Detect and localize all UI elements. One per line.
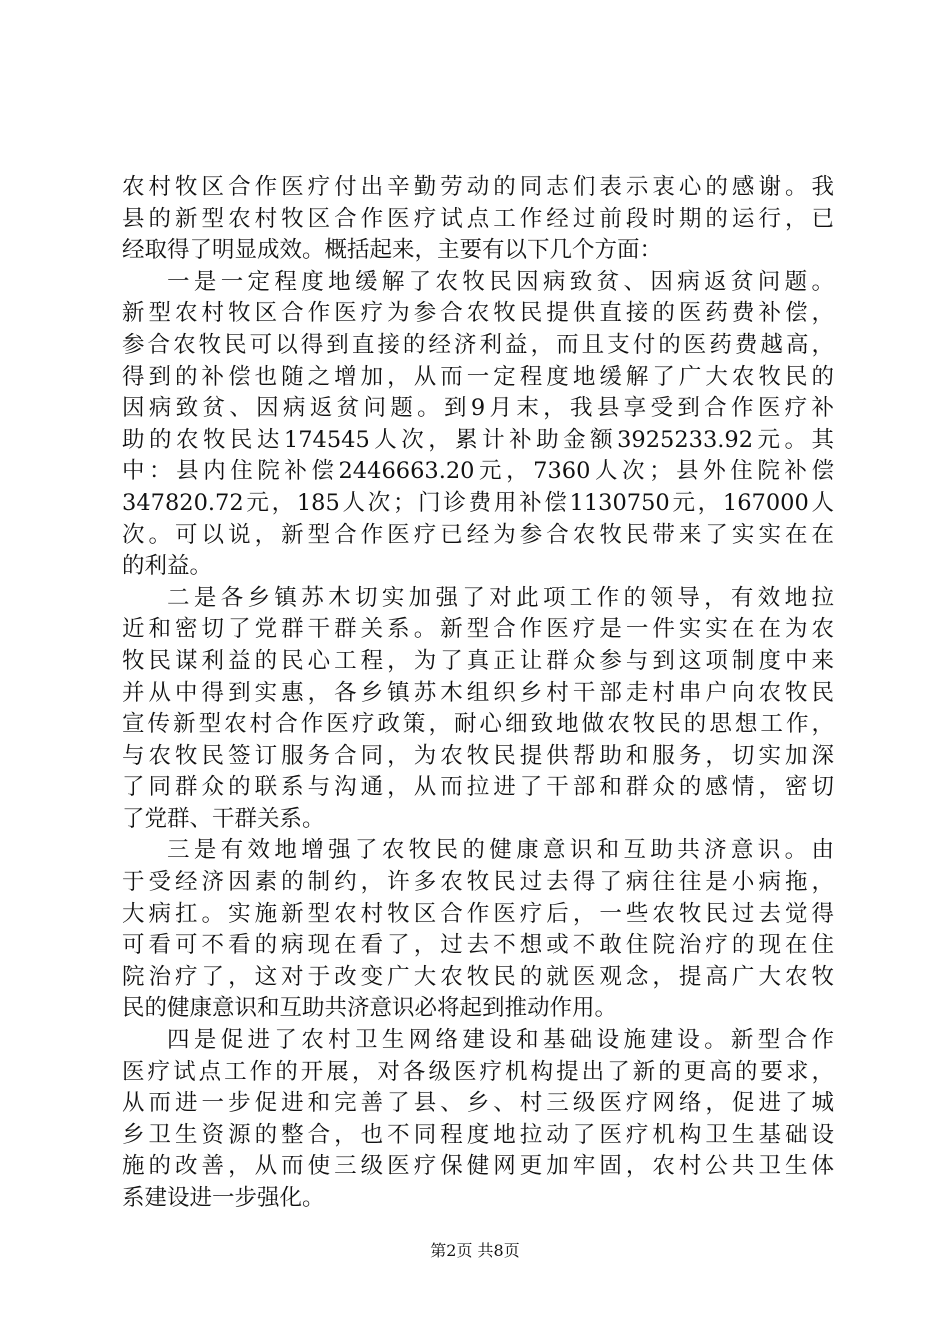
text-line: 施的改善，从而使三级医疗保健网更加牢固，农村公共卫生体: [122, 1153, 834, 1180]
text-line: 乡卫生资源的整合，也不同程度地拉动了医疗机构卫生基础设: [122, 1121, 834, 1148]
text-line: 次。可以说，新型合作医疗已经为参合农牧民带来了实实在在: [122, 521, 834, 548]
text-line: 347820.72元，185人次；门诊费用补偿1130750元，167000人: [122, 489, 834, 516]
text-line: 民的健康意识和互助共济意识必将起到推动作用。: [122, 995, 618, 1022]
text-line: 因病致贫、因病返贫问题。到9月末，我县享受到合作医疗补: [122, 395, 834, 422]
text-line: 农村牧区合作医疗付出辛勤劳动的同志们表示衷心的感谢。我: [122, 174, 834, 200]
text-line: 经取得了明显成效。概括起来，主要有以下几个方面：: [122, 237, 663, 264]
text-line: 与农牧民签订服务合同，为农牧民提供帮助和服务，切实加深: [122, 742, 834, 769]
paragraph: [122, 267, 834, 583]
text-line: 三是有效地增强了农牧民的健康意识和互助共济意识。由: [167, 837, 834, 864]
text-line: 的利益。: [122, 553, 213, 580]
paragraph: [122, 835, 834, 1025]
text-line: 于受经济因素的制约，许多农牧民过去得了病往往是小病拖，: [122, 869, 834, 896]
paragraph: [122, 1025, 834, 1215]
text-line: 县的新型农村牧区合作医疗试点工作经过前段时期的运行，已: [122, 205, 834, 232]
text-line: 中：县内住院补偿2446663.20元，7360人次；县外住院补偿: [122, 458, 834, 485]
text-line: 四是促进了农村卫生网络建设和基础设施建设。新型合作: [167, 1027, 834, 1054]
document-body: [122, 172, 834, 1215]
text-line: 并从中得到实惠，各乡镇苏木组织乡村干部走村串户向农牧民: [122, 679, 834, 706]
text-line: 牧民谋利益的民心工程，为了真正让群众参与到这项制度中来: [122, 647, 834, 674]
text-line: 可看可不看的病现在看了，过去不想或不敢住院治疗的现在住: [122, 932, 834, 959]
paragraph: [122, 172, 834, 267]
text-line: 得到的补偿也随之增加，从而一定程度地缓解了广大农牧民的: [122, 363, 834, 390]
text-line: 助的农牧民达174545人次，累计补助金额3925233.92元。其: [122, 426, 834, 453]
text-line: 近和密切了党群干群关系。新型合作医疗是一件实实在在为农: [122, 616, 834, 643]
text-line: 二是各乡镇苏木切实加强了对此项工作的领导，有效地拉: [167, 584, 834, 611]
text-line: 系建设进一步强化。: [122, 1185, 325, 1211]
text-line: 院治疗了，这对于改变广大农牧民的就医观念，提高广大农牧: [122, 963, 834, 990]
text-line: 从而进一步促进和完善了县、乡、村三级医疗网络，促进了城: [122, 1090, 834, 1117]
text-line: 大病扛。实施新型农村牧区合作医疗后，一些农牧民过去觉得: [122, 900, 834, 927]
page-footer: 第2页 共8页: [430, 1241, 520, 1260]
text-line: 了党群、干群关系。: [122, 805, 325, 832]
text-line: 宣传新型农村合作医疗政策，耐心细致地做农牧民的思想工作，: [122, 711, 834, 738]
paragraph: [122, 583, 834, 836]
text-line: 一是一定程度地缓解了农牧民因病致贫、因病返贫问题。: [167, 268, 834, 295]
text-line: 参合农牧民可以得到直接的经济利益，而且支付的医药费越高，: [122, 331, 834, 358]
text-line: 新型农村牧区合作医疗为参合农牧民提供直接的医药费补偿，: [122, 300, 834, 327]
text-line: 了同群众的联系与沟通，从而拉进了干部和群众的感情，密切: [122, 774, 834, 801]
text-line: 医疗试点工作的开展，对各级医疗机构提出了新的更高的要求，: [122, 1058, 834, 1085]
